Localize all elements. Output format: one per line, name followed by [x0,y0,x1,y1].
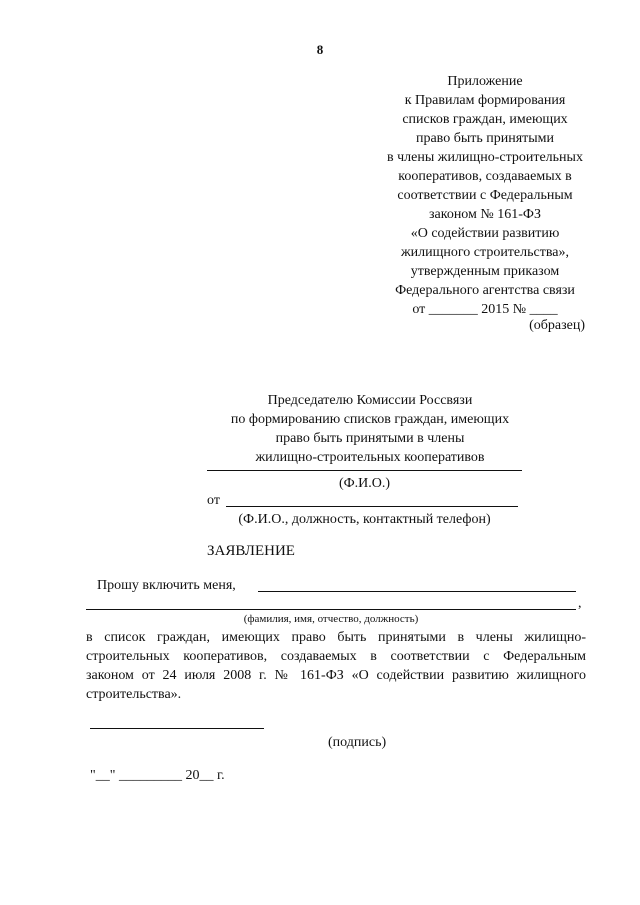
addressee-line: право быть принятыми в члены [275,431,465,446]
document-title: ЗАЯВЛЕНИЕ [207,543,295,559]
request-intro: Прошу включить меня, [97,578,236,593]
appendix-line: Приложение [447,74,523,89]
addressee-block [200,391,540,467]
appendix-line: от _______ 2015 № ____ [412,302,558,317]
appendix-line: законом № 161-ФЗ [428,207,541,222]
appendix-line: жилищного строительства», [401,245,569,260]
trailing-comma: , [578,596,582,611]
date-close-quote: " [109,768,116,783]
date-open-quote: " [90,768,96,783]
body-line: законом от 24 июля 2008 г. № 161-ФЗ «О содействии развитию жилищного [86,668,586,683]
appendix-line: списков граждан, имеющих [402,112,568,127]
from-blank-line[interactable] [226,506,518,507]
fio-blank-line[interactable] [207,470,522,471]
body-line: в список граждан, имеющих право быть принятыми в члены жилищно- [86,630,586,645]
signature-caption: (подпись) [328,735,387,750]
fio-caption: (Ф.И.О.) [338,476,391,491]
request-body [86,628,586,704]
request-name-line[interactable] [258,591,576,592]
date-month-blank[interactable]: _________ [118,768,182,783]
addressee-line: Председателю Комиссии Россвязи [267,393,473,408]
page-number: 8 [316,42,324,57]
appendix-header [350,72,620,319]
appendix-line: кооперативов, создаваемых в [398,169,572,184]
name-caption: (фамилия, имя, отчество, должность) [243,613,419,625]
date-line [90,766,225,785]
addressee-line: по формированию списков граждан, имеющих [230,412,510,427]
appendix-line: соответствии с Федеральным [397,188,573,203]
sample-label: (образец) [529,318,585,333]
appendix-line: Федерального агентства связи [395,283,575,298]
body-line: строительных кооперативов, создаваемых в соответствии с Федеральным [86,649,586,664]
request-name-line-2[interactable] [86,609,576,610]
appendix-line: утвержденным приказом [410,264,560,279]
date-day-blank[interactable]: __ [95,768,110,783]
addressee-line: жилищно-строительных кооперативов [255,450,485,465]
body-line: строительства». [86,687,182,702]
from-caption: (Ф.И.О., должность, контактный телефон) [238,512,491,527]
appendix-line: право быть принятыми [415,131,555,146]
appendix-line: «О содействии развитию [410,226,560,241]
from-label: от [207,493,220,508]
appendix-line: к Правилам формирования [404,93,566,108]
signature-line[interactable] [90,728,264,729]
date-year: 20__ г. [185,768,225,783]
appendix-line: в члены жилищно-строительных [387,150,583,165]
